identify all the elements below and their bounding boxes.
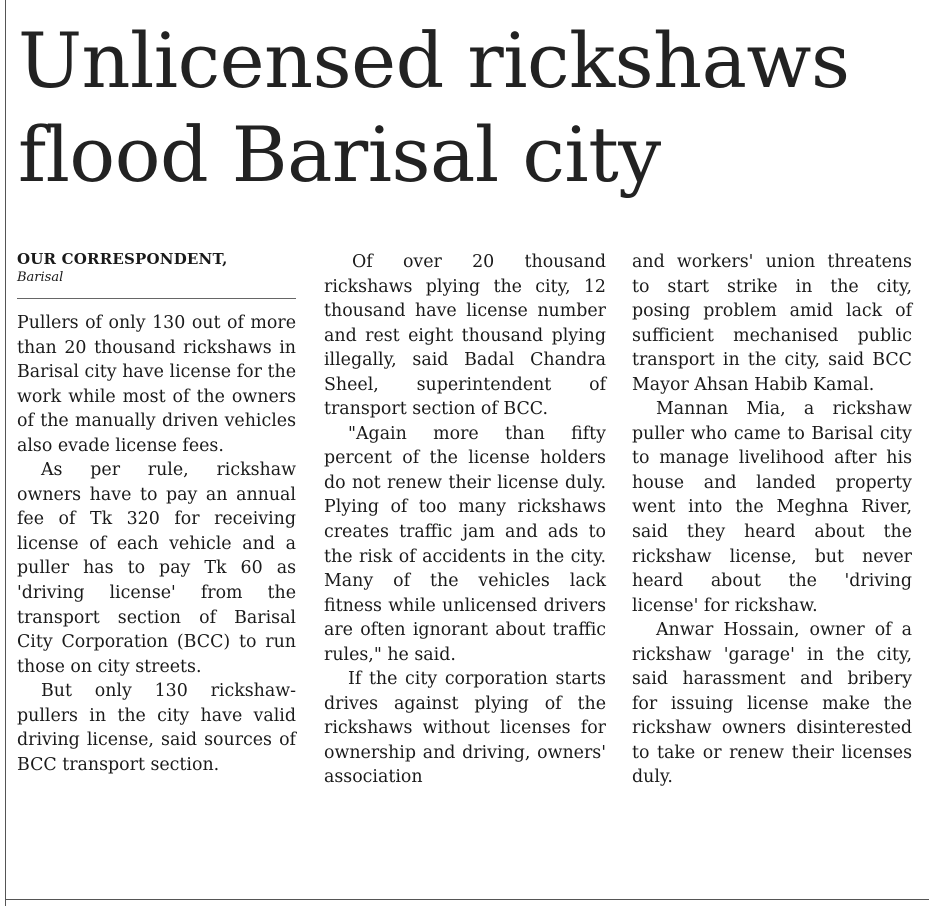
dateline: Barisal	[17, 270, 64, 285]
paragraph: If the city corporation starts drives against plying of the rickshaws without licenses for ownership and driving, owners' association	[324, 669, 606, 788]
article-column-1	[17, 250, 296, 777]
paragraph: "Again more than fifty percent of the license holders do not renew their license duly. Plying of too many rickshaws creates traffic jam and ads to the risk of accidents in the city. Many of the vehicles lack fitness while unlicensed drivers are often ignorant about traffic rules," he said.	[324, 423, 606, 665]
left-column-rule	[5, 0, 6, 906]
paragraph: But only 130 rickshaw-pullers in the city have valid driving license, said sources of BCC transport section.	[17, 681, 296, 775]
paragraph: and workers' union threatens to start strike in the city, posing problem amid lack of sufficient mechanised public transport in the city, said BCC Mayor Ahsan Habib Kamal.	[632, 252, 912, 395]
byline: OUR CORRESPONDENT,	[17, 250, 228, 268]
headline-line-2: flood Barisal city	[18, 110, 661, 199]
article-column-3	[632, 250, 912, 790]
headline-line-1: Unlicensed rickshaws	[18, 16, 850, 105]
paragraph: Of over 20 thousand rickshaws plying the city, 12 thousand have license number and rest eight thousand plying illegally, said Badal Chandra Sheel, superintendent of transport section of BCC.	[324, 252, 606, 420]
paragraph: As per rule, rickshaw owners have to pay an annual fee of Tk 320 for receiving license of each vehicle and a puller has to pay Tk 60 as 'driving license' from the transport section of Barisal City Corporation (BCC) to run those on city streets.	[17, 460, 296, 677]
headline	[18, 14, 923, 202]
paragraph: Pullers of only 130 out of more than 20 thousand rickshaws in Barisal city have license for the work while most of the owners of the manually driven vehicles also evade license fees.	[17, 313, 296, 456]
byline-divider	[17, 298, 296, 299]
bottom-rule	[5, 899, 929, 900]
article-column-2	[324, 250, 606, 790]
paragraph: Mannan Mia, a rickshaw puller who came to Barisal city to manage livelihood after his house and landed property went into the Meghna River, said they heard about the rickshaw license, but never heard about the 'driving license' for rickshaw.	[632, 399, 912, 616]
paragraph: Anwar Hossain, owner of a rickshaw 'garage' in the city, said harassment and bribery for issuing license make the rickshaw owners disinterested to take or renew their licenses duly.	[632, 620, 912, 788]
